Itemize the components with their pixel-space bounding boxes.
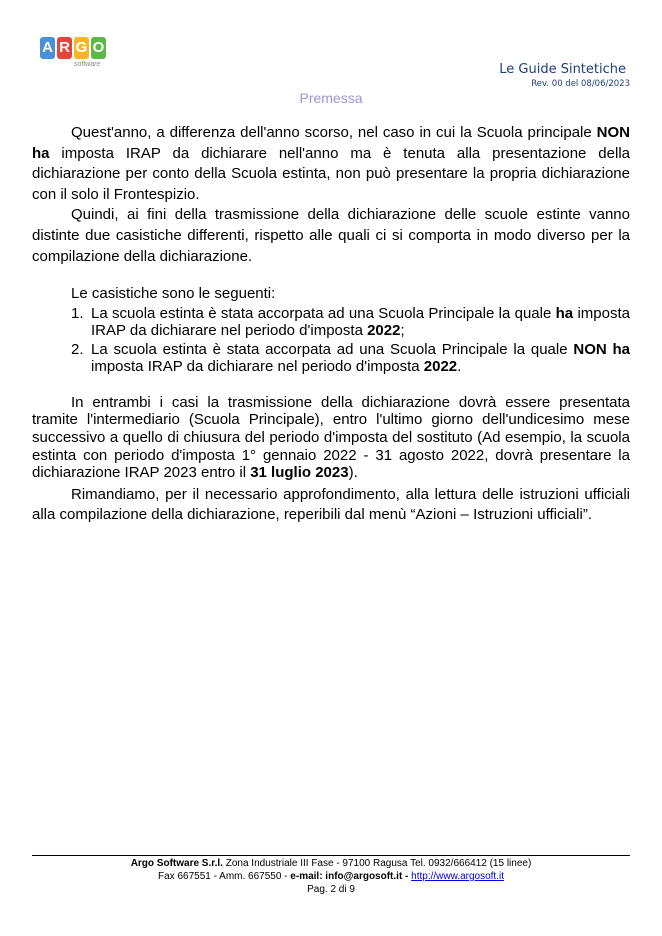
guide-revision: Rev. 00 del 08/06/2023 (531, 79, 630, 89)
logo-letter-g: G (74, 37, 89, 59)
guide-title: Le Guide Sintetiche (499, 62, 626, 77)
list-intro: Le casistiche sono le seguenti: (71, 285, 276, 303)
footer-contact-line: Fax 667551 - Amm. 667550 - e-mail: info@argosoft.it - http://www.argosoft.it (158, 871, 504, 882)
paragraph-2: Quindi, ai fini della trasmissione della dichiarazione delle scuole estinte vanno distinte due casistiche differenti, rispetto alle quali ci si comporta in modo diverso per la compilazione della dichiarazione. (32, 206, 630, 265)
list-item: 1. La scuola estinta è stata accorpata ad una Scuola Principale la quale ha imposta IRAP da dichiarare nel periodo d'imposta 2022; (71, 304, 630, 339)
document-body (32, 123, 630, 526)
case-list (32, 305, 630, 375)
footer-company-line: Argo Software S.r.l. Zona Industriale III Fase - 97100 Ragusa Tel. 0932/666412 (15 linee) (130, 858, 532, 869)
argo-logo (40, 37, 106, 73)
logo-subtext: software (74, 61, 101, 68)
page-number: Pag. 2 di 9 (307, 884, 355, 895)
section-title: Premessa (299, 90, 363, 106)
paragraph-1: Quest'anno, a differenza dell'anno scorso, nel caso in cui la Scuola principale NON ha imposta IRAP da dichiarare nell'anno ma è tenuta alla presentazione della dichiarazione per conto della Scuola estinta, non può presentare la propria dichiarazione con il solo il Frontespizio. (32, 124, 630, 203)
list-item: 2. La scuola estinta è stata accorpata ad una Scuola Principale la quale NON ha imposta IRAP da dichiarare nel periodo d'imposta 2022. (71, 340, 630, 375)
logo-letter-o: O (91, 37, 106, 59)
page-footer (0, 857, 662, 896)
logo-letter-a: A (40, 37, 55, 59)
paragraph-4: Rimandiamo, per il necessario approfondimento, alla lettura delle istruzioni ufficiali alla compilazione della dichiarazione, reperibili dal menù “Azioni – Istruzioni ufficiali”. (32, 485, 630, 524)
footer-divider (32, 855, 630, 856)
paragraph-3: In entrambi i casi la trasmissione della dichiarazione dovrà essere presentata tramite l'intermediario (Scuola Principale), entro l'ultimo giorno dell'undicesimo mese successivo a quello di chiusura del periodo d'imposta del sostituto (Ad esempio, la scuola estinta con periodo d'imposta 1° gennaio 2022 - 31 agosto 2022, dovrà presentare la dichiarazione IRAP 2023 entro il 31 luglio 2023). (32, 393, 630, 482)
website-link[interactable]: http://www.argosoft.it (411, 871, 504, 882)
logo-letter-r: R (57, 37, 72, 59)
